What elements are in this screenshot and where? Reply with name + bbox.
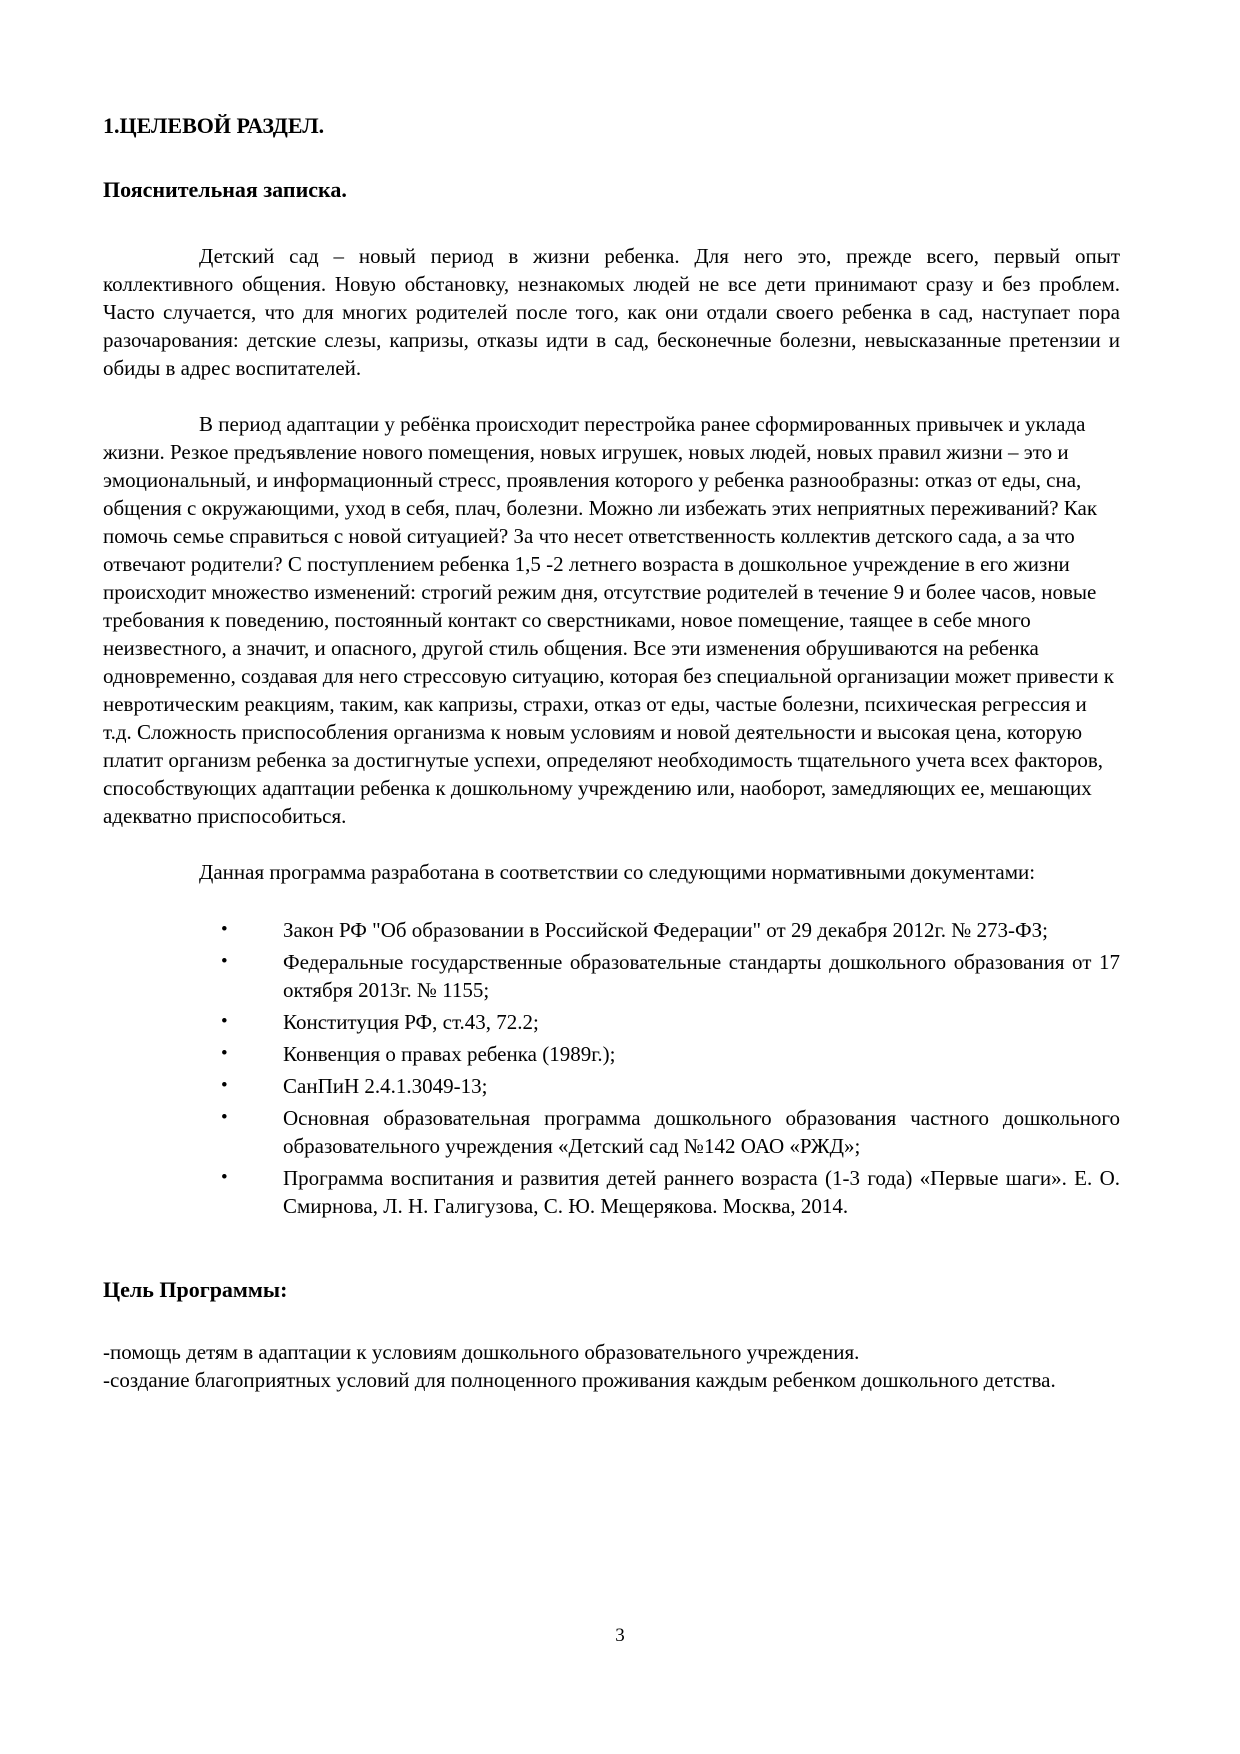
goal-line-1: -помощь детям в адаптации к условиям дошкольного образовательного учреждения. (103, 1340, 860, 1364)
bullet-marker: • (221, 1075, 228, 1096)
bullet-marker: • (221, 1011, 228, 1032)
bullet-marker: • (221, 1107, 228, 1128)
goal-heading: Цель Программы: (103, 1277, 288, 1302)
section-heading: 1.ЦЕЛЕВОЙ РАЗДЕЛ. (103, 113, 325, 138)
goal-line-2: -создание благоприятных условий для полноценного проживания каждым ребенком дошкольного детства. (103, 1368, 1056, 1392)
intro-paragraph: Детский сад – новый период в жизни ребенка. Для него это, прежде всего, первый опыт коллективного общения. Новую обстановку, незнакомых людей не все дети принимают сразу и без проблем. Часто случается, что для многих родителей после того, как они отдали своего ребенка в сад, наступает пора разочарования: детские слезы, капризы, отказы идти в сад, бесконечные болезни, невысказанные претензии и обиды в адрес воспитателей. (103, 244, 1120, 380)
bullet-text: Закон РФ "Об образовании в Российской Федерации" от 29 декабря 2012г. № 273-ФЗ; (283, 918, 1048, 942)
bullet-marker: • (221, 919, 228, 940)
bullet-text: Конвенция о правах ребенка (1989г.); (283, 1042, 616, 1066)
bullet-text: Конституция РФ, ст.43, 72.2; (283, 1010, 539, 1034)
bullet-marker: • (221, 1167, 228, 1188)
bullet-item (221, 1008, 1120, 1036)
adaptation-paragraph: В период адаптации у ребёнка происходит перестройка ранее сформированных привычек и уклада жизни. Резкое предъявление нового помещения, новых игрушек, новых людей, новых правил жизни – это и эмоциональный, и информационный стресс, проявления которого у ребенка разнообразны: отказ от еды, сна, общения с окружающими, уход в себя, плач, болезни. Можно ли избежать этих неприятных переживаний? Как помочь семье справиться с новой ситуацией? За что несет ответственность коллектив детского сада, а за что отвечают родители? С поступлением ребенка 1,5 -2 летнего возраста в дошкольное учреждение в его жизни происходит множество изменений: строгий режим дня, отсутствие родителей в течение 9 и более часов, новые требования к поведению, постоянный контакт со сверстниками, новое помещение, таящее в себе много неизвестного, а значит, и опасного, другой стиль общения. Все эти изменения обрушиваются на ребенка одновременно, создавая для него стрессовую ситуацию, которая без специальной организации может привести к невротическим реакциям, таким, как капризы, страхи, отказ от еды, частые болезни, психическая регрессия и т.д. Сложность приспособления организма к новым условиям и новой деятельности и высокая цена, которую платит организм ребенка за достигнутые успехи, определяют необходимость тщательного учета всех факторов, способствующих адаптации ребенка к дошкольному учреждению или, наоборот, замедляющих ее, мешающих адекватно приспособиться. (103, 412, 1114, 828)
bullet-item (221, 916, 1120, 944)
bullet-text: СанПиН 2.4.1.3049-13; (283, 1074, 488, 1098)
bullet-text: Программа воспитания и развития детей раннего возраста (1-3 года) «Первые шаги». Е. О. Смирнова, Л. Н. Галигузова, С. Ю. Мещерякова. Москва, 2014. (283, 1166, 1120, 1218)
page-number: 3 (615, 1625, 625, 1646)
bullet-text: Федеральные государственные образовательные стандарты дошкольного образования от 17 октября 2013г. № 1155; (283, 950, 1120, 1002)
bullet-item (221, 1072, 1120, 1100)
bullet-text: Основная образовательная программа дошкольного образования частного дошкольного образовательного учреждения «Детский сад №142 ОАО «РЖД»; (283, 1106, 1120, 1158)
subsection-heading: Пояснительная записка. (103, 177, 347, 202)
normative-docs-list (103, 916, 1120, 1220)
bullet-item (221, 1104, 1120, 1160)
bullet-item (221, 1040, 1120, 1068)
bullet-item (221, 948, 1120, 1004)
bullet-marker: • (221, 1043, 228, 1064)
bullet-marker: • (221, 951, 228, 972)
normative-docs-intro: Данная программа разработана в соответствии со следующими нормативными документами: (199, 860, 1036, 884)
bullet-item (221, 1164, 1120, 1220)
